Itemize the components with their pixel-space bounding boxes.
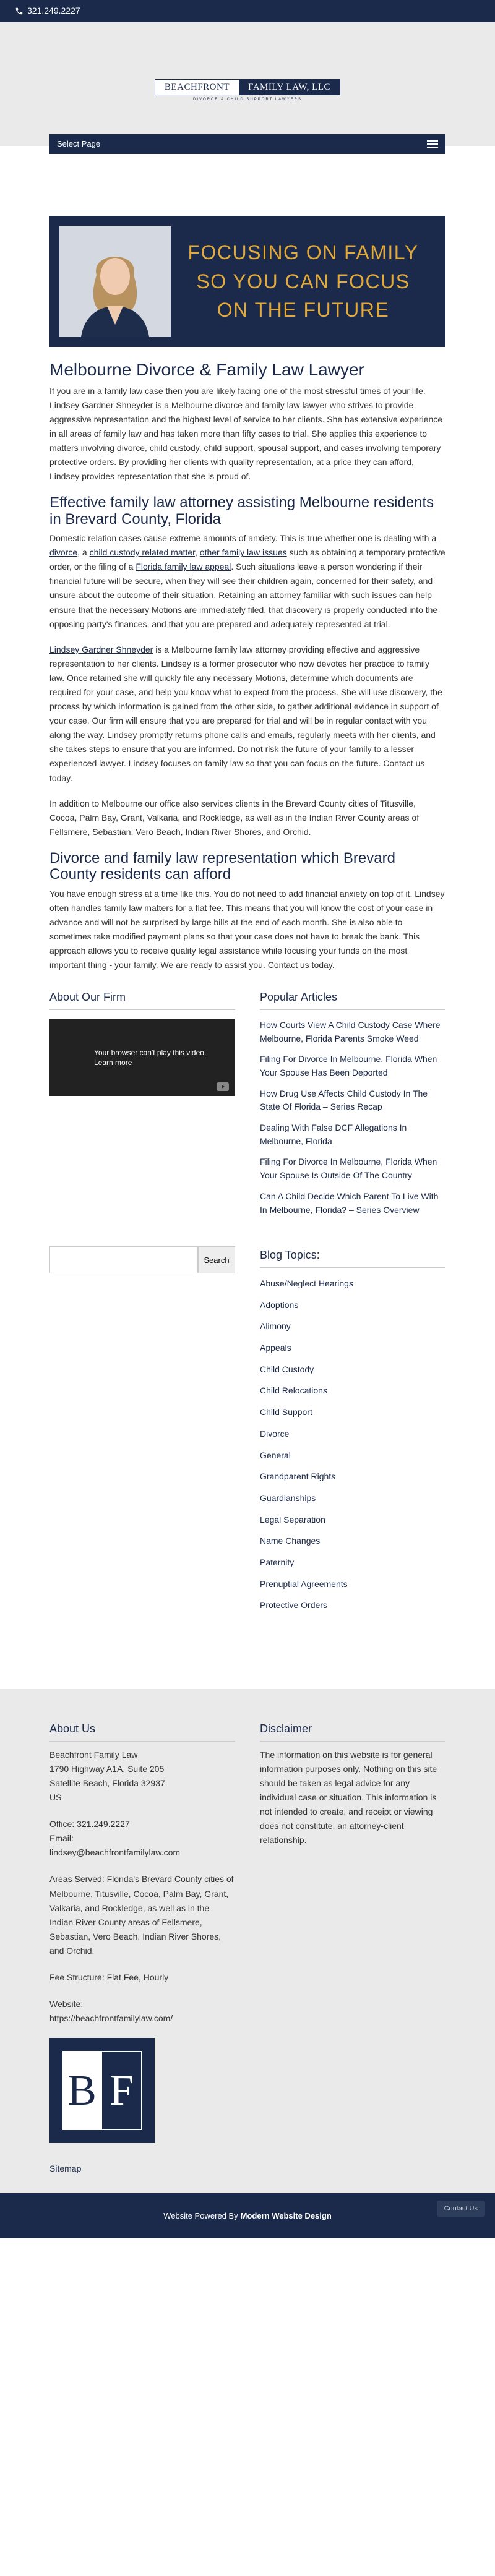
- phone-number[interactable]: 321.249.2227: [27, 6, 80, 16]
- blog-topics-title: Blog Topics:: [260, 1246, 446, 1268]
- footer-address: [50, 1748, 235, 1805]
- contact-us-button[interactable]: Contact Us: [437, 2201, 485, 2217]
- search-button[interactable]: Search: [198, 1246, 235, 1273]
- address-country: US: [50, 1792, 62, 1803]
- hero-line-2: SO YOU CAN FOCUS: [196, 270, 410, 293]
- popular-articles-widget: [260, 988, 446, 1224]
- topic-link[interactable]: Divorce: [260, 1428, 290, 1439]
- blog-topics-widget: [260, 1246, 446, 1616]
- topic-link[interactable]: Paternity: [260, 1557, 295, 1568]
- search-input[interactable]: [50, 1246, 198, 1273]
- topic-link[interactable]: Adoptions: [260, 1299, 299, 1310]
- video-error-message: Your browser can't play this video.: [94, 1048, 207, 1057]
- logo-right-text: FAMILY LAW, LLC: [239, 80, 340, 95]
- widgets-row: [50, 988, 446, 1224]
- office-phone[interactable]: Office: 321.249.2227: [50, 1819, 130, 1829]
- topic-link[interactable]: Appeals: [260, 1342, 291, 1353]
- article-link[interactable]: Can A Child Decide Which Parent To Live With In Melbourne, Florida? – Series Overview: [260, 1191, 439, 1215]
- hero-banner: [50, 216, 446, 347]
- section-heading-effective: Effective family law attorney assisting Melbourne residents in Brevard County, Florida: [50, 494, 434, 528]
- bf-logo: [50, 2038, 155, 2143]
- other-issues-link[interactable]: other family law issues: [199, 547, 287, 558]
- about-firm-widget: [50, 988, 235, 1224]
- search-widget: [50, 1246, 235, 1616]
- page-title: Melbourne Divorce & Family Law Lawyer: [50, 360, 364, 379]
- youtube-icon[interactable]: [217, 1082, 229, 1091]
- disclaimer-title: Disclaimer: [260, 1720, 446, 1742]
- bf-logo-letter-f: F: [101, 2051, 142, 2130]
- text-span: such as obtaining a temporary protective order, or the filing of a: [50, 547, 446, 572]
- video-player[interactable]: [50, 1019, 235, 1096]
- email-label: Email:: [50, 1833, 74, 1844]
- article-link[interactable]: Filing For Divorce In Melbourne, Florida When Your Spouse Is Outside Of The Country: [260, 1157, 437, 1181]
- powered-by-text: Website Powered By: [163, 2210, 238, 2220]
- attorney-portrait-icon: [69, 232, 161, 337]
- intro-paragraph: If you are in a family law case then you are likely facing one of the most stressful times of your life. Lindsey Gardner Shneyder is a Melbourne divorce and family law lawyer who strives to provide aggressive representation and the highest level of service to her clients. She has extensive experience in all areas of family law and has taken more than fifty cases to trial. She applies this experience to matters involving divorce, child custody, child support, spousal support, and cases involving temporary protective orders. By providing her clients with quality representation, at a price they can afford, Lindsey provides representation that she is proud of.: [50, 385, 443, 482]
- topic-link[interactable]: Legal Separation: [260, 1514, 325, 1525]
- areas-served: Areas Served: Florida's Brevard County cities of Melbourne, Titusville, Cocoa, Palm Bay, Grant, Valkaria, and Rockledge, as well as in the Indian River County areas of Fellsmere, Sebastian, Vero Beach, Indian River Shores, and Orchid.: [50, 1874, 234, 1956]
- powered-by-brand[interactable]: Modern Website Design: [240, 2210, 332, 2220]
- address-line-1: 1790 Highway A1A, Suite 205: [50, 1763, 165, 1774]
- select-page-menu[interactable]: [50, 134, 446, 154]
- attorney-paragraph: [50, 643, 446, 785]
- topic-link[interactable]: Child Custody: [260, 1364, 314, 1374]
- service-area-paragraph: In addition to Melbourne our office also services clients in the Brevard County cities of Titusville, Cocoa, Palm Bay, Grant, Valkaria, and Rockledge, as well as in the Indian River County areas of Fellsmere, Sebastian, Vero Beach, Indian River Shores, and Orchid.: [50, 798, 420, 837]
- appeal-link[interactable]: Florida family law appeal: [136, 562, 231, 572]
- attorney-name-link[interactable]: Lindsey Gardner Shneyder: [50, 644, 153, 654]
- email-address[interactable]: lindsey@beachfrontfamilylaw.com: [50, 1847, 181, 1858]
- site-footer: [0, 1689, 495, 2193]
- topic-link[interactable]: Name Changes: [260, 1536, 321, 1546]
- topic-link[interactable]: Abuse/Neglect Hearings: [260, 1278, 353, 1288]
- hero-line-3: ON THE FUTURE: [217, 299, 390, 322]
- divorce-link[interactable]: divorce: [50, 547, 78, 558]
- text-span: Domestic relation cases cause extreme amounts of anxiety. This is true whether one is dealing with a: [50, 533, 437, 544]
- top-bar: [0, 0, 495, 22]
- topic-link[interactable]: Child Relocations: [260, 1385, 327, 1396]
- disclaimer-text: The information on this website is for general information purposes only. Nothing on this site should be taken as legal advice for any individual case or situation. This information is not intended to create, and receipt or viewing does not constitute, an attorney-client relationship.: [260, 1749, 437, 1846]
- site-logo[interactable]: [153, 79, 342, 101]
- attorney-photo: [59, 226, 171, 337]
- text-span: , a: [77, 547, 90, 558]
- fee-structure: Fee Structure: Flat Fee, Hourly: [50, 1972, 169, 1983]
- footer-about: [50, 1720, 235, 2176]
- article-link[interactable]: How Courts View A Child Custody Case Where Melbourne, Florida Parents Smoke Weed: [260, 1019, 441, 1043]
- select-page-label: Select Page: [57, 139, 101, 149]
- logo-left-text: BEACHFRONT: [155, 80, 239, 95]
- bottom-bar: [0, 2193, 495, 2238]
- sitemap-link[interactable]: Sitemap: [50, 2163, 82, 2174]
- topic-link[interactable]: Child Support: [260, 1407, 312, 1418]
- domestic-relations-paragraph: [50, 531, 446, 631]
- text-span: ,: [195, 547, 200, 558]
- topic-link[interactable]: Grandparent Rights: [260, 1471, 336, 1482]
- hero-line-1: FOCUSING ON FAMILY: [187, 241, 419, 264]
- footer-disclaimer: [260, 1720, 446, 2176]
- bf-logo-letter-b: B: [62, 2051, 101, 2130]
- child-custody-link[interactable]: child custody related matter: [89, 547, 196, 558]
- main-content: [50, 146, 446, 1616]
- footer-contact: [50, 1817, 235, 1860]
- topic-link[interactable]: General: [260, 1450, 291, 1460]
- article-link[interactable]: How Drug Use Affects Child Custody In The State Of Florida – Series Recap: [260, 1088, 428, 1112]
- firm-name: Beachfront Family Law: [50, 1749, 138, 1760]
- website-label: Website:: [50, 1999, 84, 2009]
- address-line-2: Satellite Beach, Florida 32937: [50, 1778, 165, 1788]
- hamburger-menu-icon[interactable]: [427, 140, 438, 148]
- section-heading-affordable: Divorce and family law representation which Brevard County residents can afford: [50, 849, 395, 883]
- website-url[interactable]: https://beachfrontfamilylaw.com/: [50, 2013, 173, 2024]
- hero-tagline: [171, 238, 436, 324]
- article-link[interactable]: Dealing With False DCF Allegations In Melbourne, Florida: [260, 1123, 407, 1146]
- topic-link[interactable]: Prenuptial Agreements: [260, 1578, 348, 1589]
- phone-icon: [15, 7, 24, 15]
- site-header: [0, 22, 495, 149]
- text-span: . Such situations leave a person wondering if their financial future will be secure, when they will see their children again, concerned for their safety, and unsure about the outcome of their situation. Retaining an attorney familiar with such issues can help ensure that the necessary Motions are immediately filed, that discovery is properly conducted into the opposing party's finances, and that you are prepared and adequately represented at trial.: [50, 562, 438, 629]
- article-link[interactable]: Filing For Divorce In Melbourne, Florida When Your Spouse Has Been Deported: [260, 1054, 437, 1077]
- text-span: is a Melbourne family law attorney providing effective and aggressive representation to her clients. Lindsey is a former prosecutor who now devotes her practice to family law. Once retained she will quickly file any necessary Motions, determine which documents are required for your case, and help you know what to expect from the process. She will use discovery, the process by which information is gained from the other side, to gather additional evidence in support of your case. Our firm will ensure that you are prepared for trial and will be in regular contact with you along the way. Lindsey promptly returns phone calls and emails, regularly meets with her clients, and she takes steps to ensure that you are informed. Do not risk the future of your family to a lesser experienced lawyer. Lindsey focuses on family law so that you can focus on the future. Contact us today.: [50, 644, 442, 783]
- search-topics-row: [50, 1246, 446, 1616]
- footer-about-title: About Us: [50, 1720, 235, 1742]
- flat-fee-paragraph: You have enough stress at a time like this. You do not need to add financial anxiety on top of it. Lindsey often handles family law matters for a flat fee. This means that you will know the cost of your case in advance and will not be surprised by large bills at the end of each month. She is also able to sometimes take modified payment plans so that your case does not have to break the bank. This approach allows you to receive quality legal assistance while focusing your funds on the most important thing - your family. We are ready to assist you. Contact us today.: [50, 888, 445, 970]
- footer-website: [50, 1997, 235, 2026]
- popular-articles-title: Popular Articles: [260, 988, 446, 1010]
- topic-link[interactable]: Protective Orders: [260, 1600, 327, 1611]
- learn-more-link[interactable]: Learn more: [94, 1058, 132, 1067]
- logo-tagline: DIVORCE & CHILD SUPPORT LAWYERS: [193, 98, 302, 101]
- topic-link[interactable]: Alimony: [260, 1321, 291, 1332]
- topic-link[interactable]: Guardianships: [260, 1492, 316, 1503]
- about-firm-title: About Our Firm: [50, 988, 235, 1010]
